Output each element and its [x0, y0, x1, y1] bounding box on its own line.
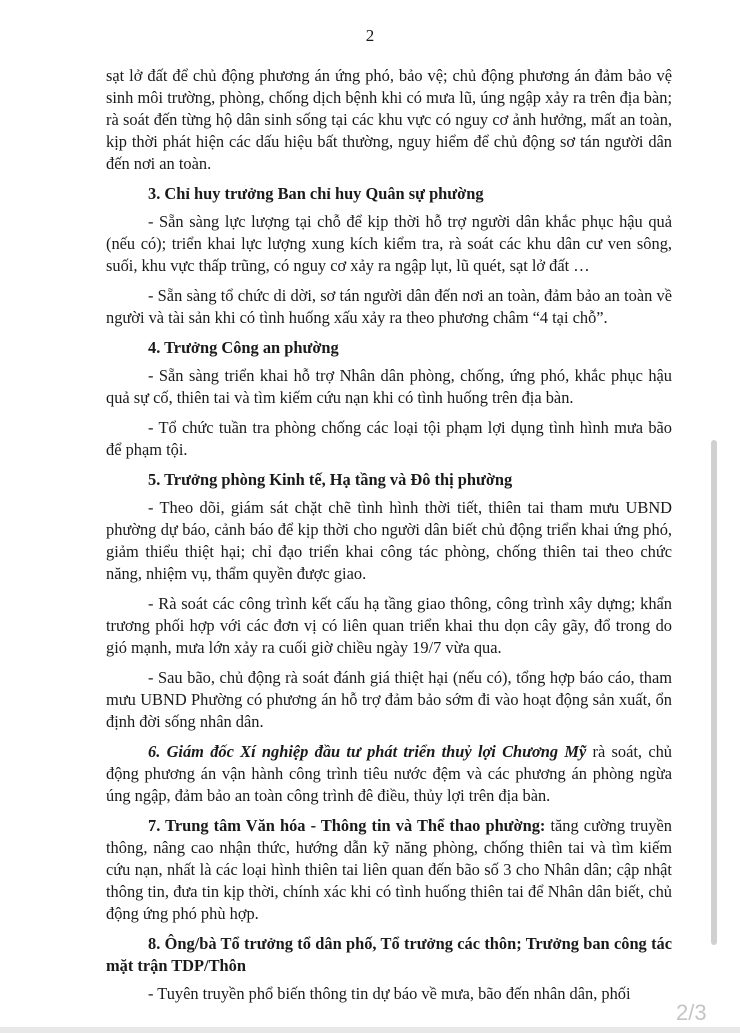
section-3-paragraph-1: - Sẵn sàng lực lượng tại chỗ để kịp thời hỗ trợ người dân khắc phục hậu quả (nếu có); triển khai lực lượng xung kích kiểm tra, rà soát các khu dân cư ven sông, suối, khu vực thấp trũng, có nguy cơ xảy ra ngập lụt, lũ quét, sạt lở đất … — [106, 212, 672, 275]
section-5-heading: 5. Trưởng phòng Kinh tế, Hạ tầng và Đô thị phường — [148, 470, 513, 489]
section-4-paragraph-2: - Tổ chức tuần tra phòng chống các loại tội phạm lợi dụng tình hình mưa bão để phạm tội. — [106, 418, 672, 459]
section-6-text: rà soát, chủ động phương án vận hành công trình tiêu nước đệm và các phương án phòng ngừa úng ngập, đảm bảo an toàn công trình đê điều, thủy lợi trên địa bàn. — [106, 742, 672, 805]
section-7-lead: 7. Trung tâm Văn hóa - Thông tin và Thể thao phường: — [148, 816, 546, 835]
section-5-paragraph-1: - Theo dõi, giám sát chặt chẽ tình hình thời tiết, thiên tai tham mưu UBND phường dự báo, cảnh báo để kịp thời cho người dân biết chủ động triển khai ứng phó, giảm thiểu thiệt hại; chỉ đạo triển khai công tác phòng, chống thiên tai theo chức năng, nhiệm vụ, thẩm quyền được giao. — [106, 498, 672, 583]
section-3-heading: 3. Chỉ huy trưởng Ban chỉ huy Quân sự phường — [148, 184, 484, 203]
section-5-paragraph-2: - Rà soát các công trình kết cấu hạ tầng giao thông, công trình xây dựng; khẩn trương phối hợp với các đơn vị có liên quan triển khai thu dọn cây gãy, đổ trong do gió mạnh, mưa lớn xảy ra cuối giờ chiều ngày 19/7 vừa qua. — [106, 594, 672, 657]
section-4-heading: 4. Trưởng Công an phường — [148, 338, 339, 357]
section-5-paragraph-3: - Sau bão, chủ động rà soát đánh giá thiệt hại (nếu có), tổng hợp báo cáo, tham mưu UBND Phường có phương án hỗ trợ đảm bảo sớm đi vào hoạt động sản xuất, ổn định đời sống nhân dân. — [106, 668, 672, 731]
section-8-heading: 8. Ông/bà Tổ trưởng tổ dân phố, Tổ trưởng các thôn; Trưởng ban công tác mặt trận TDP/Thôn — [106, 934, 672, 975]
intro-paragraph: sạt lở đất để chủ động phương án ứng phó, bảo vệ; chủ động phương án đảm bảo vệ sinh môi trường, phòng, chống dịch bệnh khi có mưa lũ, úng ngập xảy ra trên địa bàn; rà soát đến từng hộ dân sinh sống tại các khu vực có nguy cơ ảnh hưởng, mất an toàn, kịp thời phát hiện các dấu hiệu bất thường, nguy hiểm để chủ động sơ tán người dân đến nơi an toàn. — [106, 66, 672, 173]
page-number: 2 — [365, 26, 375, 45]
section-4-paragraph-1: - Sẵn sàng triển khai hỗ trợ Nhân dân phòng, chống, ứng phó, khắc phục hậu quả sự cố, thiên tai và tìm kiếm cứu nạn khi có tình huống trên địa bàn. — [106, 366, 672, 407]
bottom-strip — [0, 1027, 740, 1033]
section-3-paragraph-2: - Sẵn sàng tổ chức di dời, sơ tán người dân đến nơi an toàn, đảm bảo an toàn về người và tài sản khi có tình huống xấu xảy ra theo phương châm “4 tại chỗ”. — [106, 286, 672, 327]
document-body — [106, 65, 672, 1013]
section-6-paragraph — [106, 741, 672, 807]
page-counter: 2/3 — [676, 1000, 707, 1025]
section-7-text: tăng cường truyền thông, nâng cao nhận thức, hướng dẫn kỹ năng phòng, chống thiên tai và tìm kiếm cứu nạn, nhất là các loại hình thiên tai liên quan đến bão số 3 cho Nhân dân; cập nhật thông tin, đưa tin kịp thời, chính xác khi có tình huống thiên tai để Nhân dân biết, chủ động ứng phó phù hợp. — [106, 816, 672, 923]
vertical-scrollbar[interactable] — [711, 440, 717, 945]
section-7-paragraph — [106, 815, 672, 925]
section-6-lead: 6. Giám đốc Xí nghiệp đầu tư phát triển thuỷ lợi Chương Mỹ — [148, 742, 587, 761]
section-8-paragraph-1: - Tuyên truyền phổ biến thông tin dự báo về mưa, bão đến nhân dân, phối — [148, 984, 631, 1003]
